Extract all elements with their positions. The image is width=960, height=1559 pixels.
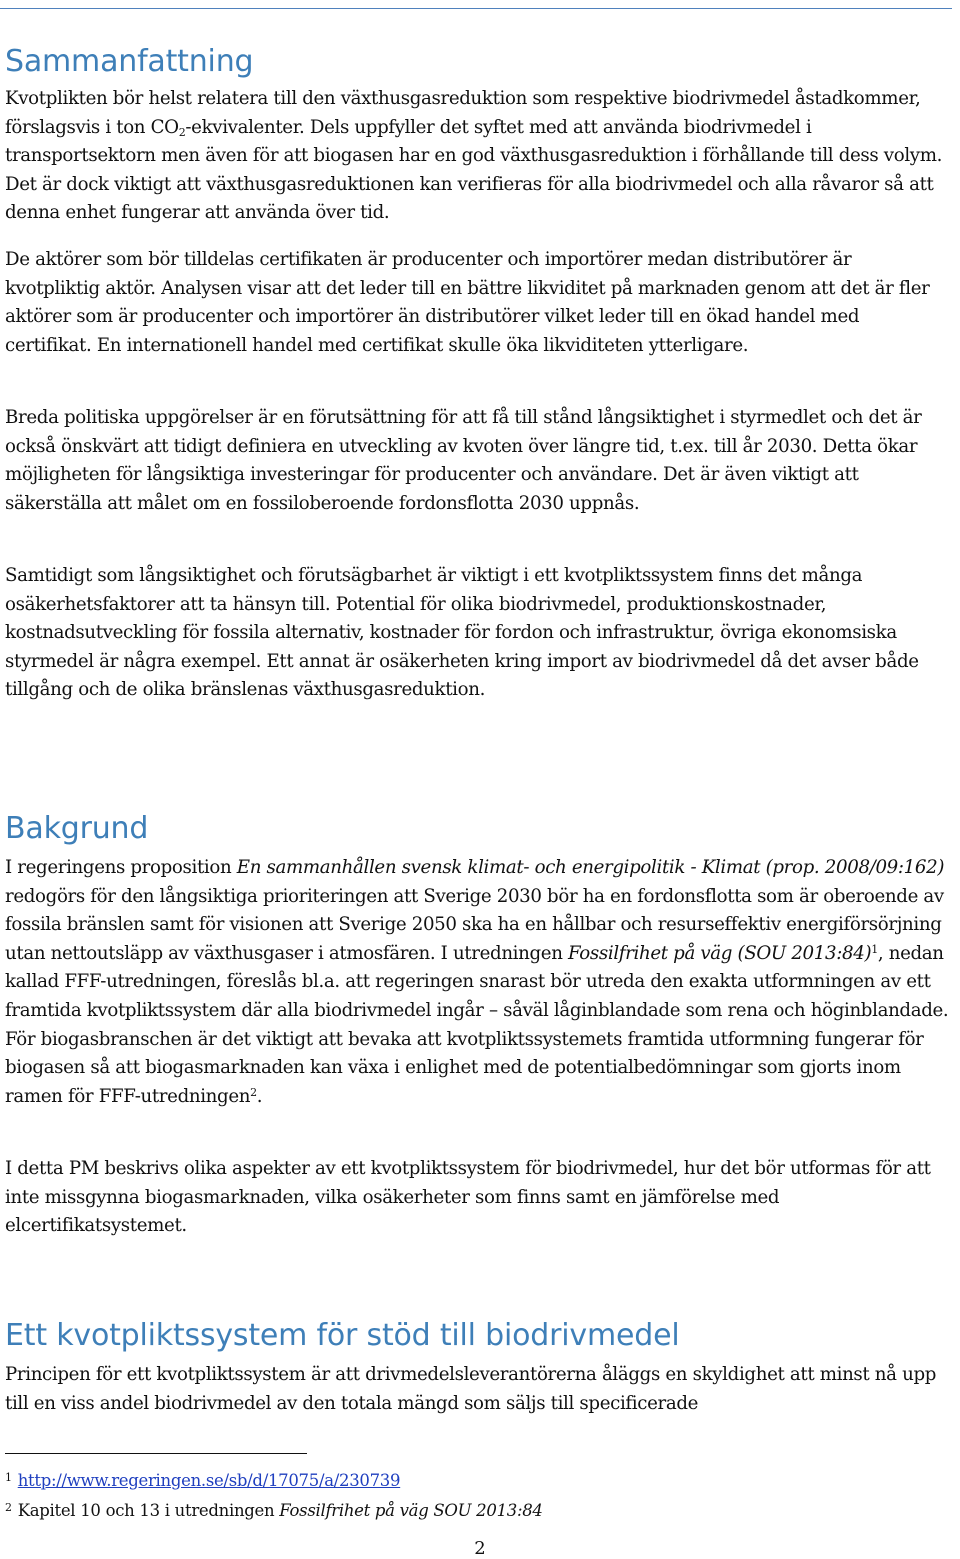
- paragraph-kvotplikt-1: Principen för ett kvotpliktssystem är att drivmedelsleverantörerna åläggs en skyldighet att minst nå upp till en viss andel biodrivmedel av den totala mängd som säljs till specificerade: [5, 1364, 937, 1414]
- text-run: I regeringens proposition: [5, 857, 237, 878]
- text-run: -ekvivalenter. Dels uppfyller det syftet med att använda biodrivmedel i transportsektorn men även för att biogasen har en god växthusgasreduktion i förhållande till dess volym. Det är dock viktigt att växthusgasreduktionen kan verifieras för alla biodrivmedel och alla råvaror så att denna enhet fungerar att använda över tid.: [5, 116, 943, 224]
- italic-title: Fossilfrihet på väg (SOU 2013:84): [568, 942, 872, 964]
- footnote-separator: [5, 1453, 307, 1454]
- footnote-text: Kapitel 10 och 13 i utredningen: [17, 1501, 280, 1520]
- footnotes: [5, 1464, 950, 1524]
- page-number: 2: [474, 1538, 486, 1559]
- paragraph-summary-4: Samtidigt som långsiktighet och förutsägbarhet är viktigt i ett kvotpliktssystem finns det många osäkerhetsfaktorer att ta hänsyn till. Potential för olika biodrivmedel, produktionskostnader, kostnadsutveckling för fossila alternativ, kostnader för fordon och infrastruktur, övriga ekonomsiska styrmedel är några exempel. Ett annat är osäkerheten kring import av biodrivmedel då det avser både tillgång och de olika bränslenas växthusgasreduktion.: [5, 565, 919, 701]
- heading-kvotpliktssystem: Ett kvotpliktssystem för stöd till biodrivmedel: [5, 1318, 680, 1353]
- subscript: 2: [178, 125, 186, 139]
- footnote-2: [5, 1494, 950, 1524]
- paragraph-summary-3: Breda politiska uppgörelser är en förutsättning för att få till stånd långsiktighet i styrmedlet och det är också önskvärt att tidigt definiera en utveckling av kvoten över längre tid, t.ex. till år 2030. Detta ökar möjligheten för långsiktiga investeringar för producenter och användare. Det är även viktigt att säkerställa att målet om en fossiloberoende fordonsflotta 2030 uppnås.: [5, 407, 922, 514]
- footnote-number: 1: [5, 1471, 12, 1484]
- paragraph-summary-2: De aktörer som bör tilldelas certifikaten är producenter och importörer medan distributörer är kvotpliktig aktör. Analysen visar att det leder till en bättre likviditet på marknaden genom att det är fler aktörer som är producenter och importörer än distributörer vilket leder till en ökad handel med certifikat. En internationell handel med certifikat skulle öka likviditeten ytterligare.: [5, 249, 930, 356]
- paragraph-summary-1: [5, 85, 950, 228]
- text-run: redogörs för den långsiktiga prioriteringen att Sverige 2030 bör ha en fordonsflotta som är oberoende av fossila bränslen samt för visionen att Sverige 2050 ska ha en hållbar och resurseffektiv energiförsörjning utan nettoutsläpp av växthusgaser i atmosfären. I utredningen: [5, 885, 944, 964]
- italic-title: En sammanhållen svensk klimat- och energipolitik - Klimat (prop. 2008/09:162): [236, 857, 945, 878]
- header-rule: [0, 8, 952, 9]
- footnote-ref-2[interactable]: 2: [250, 1085, 257, 1099]
- footnote-ref-1[interactable]: 1: [871, 942, 878, 956]
- text-run: , nedan kallad FFF-utredningen, föreslås bl.a. att regeringen snarast bör utreda den exakta utformningen av ett framtida kvotpliktssystem där alla biodrivmedel ingår – såväl låginblandade som rena och höginblandade. För biogasbranschen är det viktigt att bevaka att kvotpliktssystemets framtida utformning fungerar för biogasen så att biogasmarknaden kan växa i enlighet med de potentialbedömningar som gjorts inom ramen för FFF-utredningen: [5, 942, 949, 1107]
- footnote-1: [5, 1464, 950, 1494]
- footnote-italic-title: Fossilfrihet på väg SOU 2013:84: [279, 1501, 543, 1520]
- heading-sammanfattning: Sammanfattning: [5, 44, 254, 79]
- footnote-link[interactable]: http://www.regeringen.se/sb/d/17075/a/230739: [17, 1471, 401, 1490]
- footnote-number: 2: [5, 1501, 12, 1514]
- paragraph-background-2: I detta PM beskrivs olika aspekter av ett kvotpliktssystem för biodrivmedel, hur det bör utformas för att inte missgynna biogasmarknaden, vilka osäkerheter som finns samt en jämförelse med elcertifikatsystemet.: [5, 1158, 931, 1237]
- text-run: Kvotplikten bör helst relatera till den växthusgasreduktion som respektive biodrivmedel åstadkommer, förslagsvis i ton CO: [5, 88, 921, 138]
- text-run: .: [256, 1085, 263, 1107]
- paragraph-background-1: [5, 854, 950, 1111]
- heading-bakgrund: Bakgrund: [5, 811, 149, 846]
